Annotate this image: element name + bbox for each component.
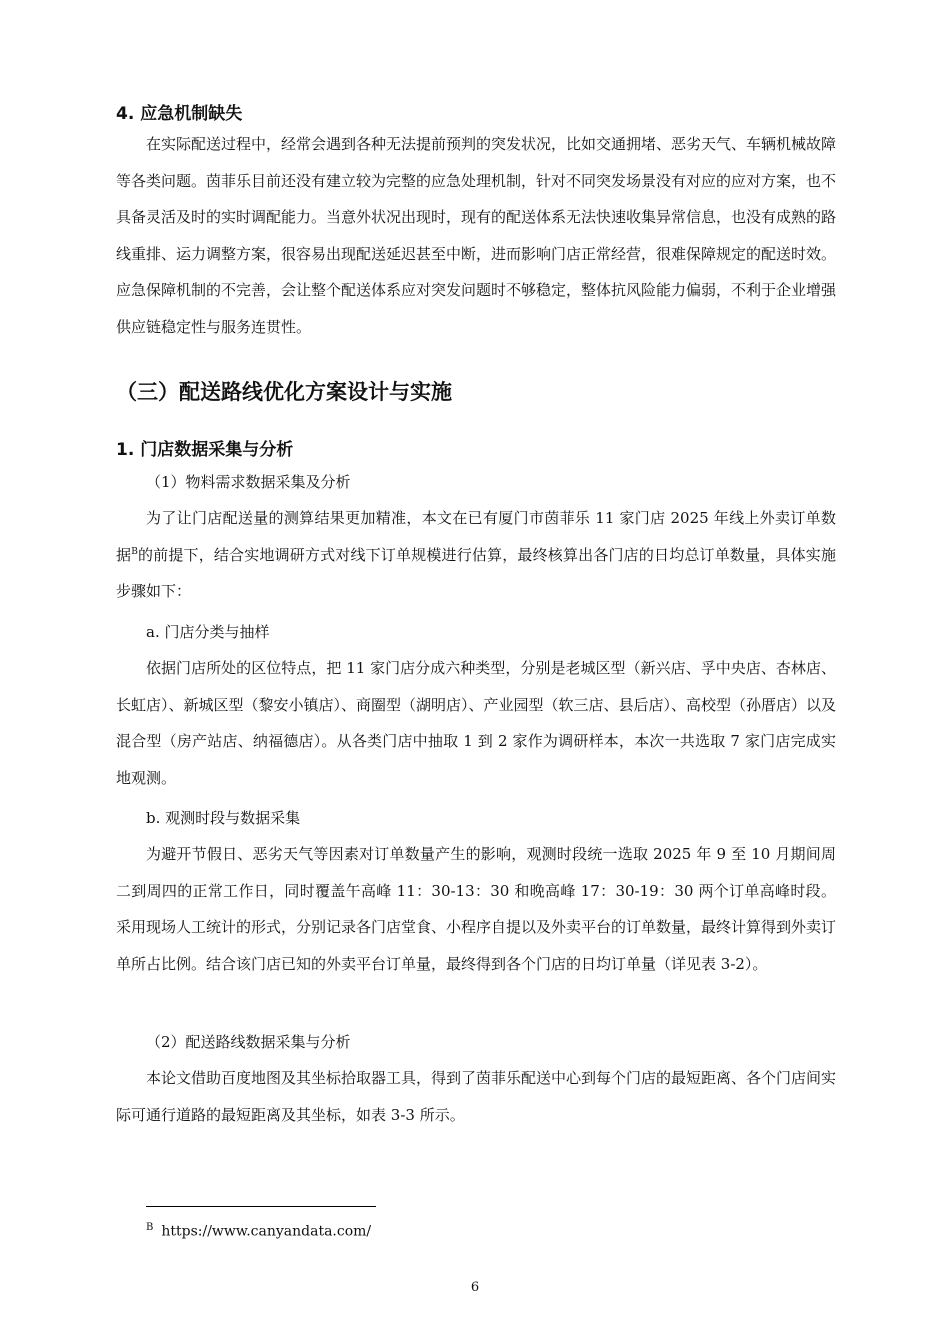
footnote-link[interactable]: https://www.canyandata.com/ xyxy=(161,1223,372,1240)
paragraph-store-classification: 依据门店所处的区位特点，把 11 家门店分成六种类型，分别是老城区型（新兴店、孚中央店、杏林店、长虹店）、新城区型（黎安小镇店）、商圈型（湖明店）、产业园型（软三店、县后店）、高校型（孙厝店）以及混合型（房产站店、纳福德店）。从各类门店中抽取 1 到 2 家作为调研样本，本次一共选取 7 家门店完成实地观测。 xyxy=(116,659,837,787)
footnote xyxy=(146,1222,371,1240)
subheading-material-demand: （1）物料需求数据采集及分析 xyxy=(146,473,351,491)
paragraph-observation-period: 为避开节假日、恶劣天气等因素对订单数量产生的影响，观测时段统一选取 2025 年 9 至 10 月期间周二到周四的正常工作日，同时覆盖午高峰 11：30-13：30 和晚高峰 17：30-19：30 两个订单高峰时段。采用现场人工统计的形式，分别记录各门店堂食、小程序自提以及外卖平台的订单数量，最终计算得到外卖订单所占比例。结合该门店已知的外卖平台订单量，最终得到各个门店的日均订单量（详见表 3-2）。 xyxy=(116,845,837,973)
chapter-heading-route-optimization: （三）配送路线优化方案设计与实施 xyxy=(116,380,452,404)
section-heading-emergency: 4. 应急机制缺失 xyxy=(116,104,243,124)
footnote-ref[interactable]: B xyxy=(131,546,138,557)
paragraph-emergency: 在实际配送过程中，经常会遇到各种无法提前预判的突发状况，比如交通拥堵、恶劣天气、车辆机械故障等各类问题。茵菲乐目前还没有建立较为完整的应急处理机制，针对不同突发场景没有对应的应对方案，也不具备灵活及时的实时调配能力。当意外状况出现时，现有的配送体系无法快速收集异常信息，也没有成熟的路线重排、运力调整方案，很容易出现配送延迟甚至中断，进而影响门店正常经营，很难保障规定的配送时效。应急保障机制的不完善，会让整个配送体系应对突发问题时不够稳定，整体抗风险能力偏弱，不利于企业增强供应链稳定性与服务连贯性。 xyxy=(116,135,837,336)
paragraph-demand-text-a: 为了让门店配送量的测算结果更加精准，本文在已有厦门市茵菲乐 11 家门店 2025 年线上外卖订单数据 xyxy=(116,509,836,564)
footnote-divider xyxy=(146,1206,376,1207)
paragraph-route-data: 本论文借助百度地图及其坐标拾取器工具，得到了茵菲乐配送中心到每个门店的最短距离、各个门店间实际可通行道路的最短距离及其坐标，如表 3-3 所示。 xyxy=(116,1069,837,1124)
step-a-title: a. 门店分类与抽样 xyxy=(146,623,270,641)
step-b-title: b. 观测时段与数据采集 xyxy=(146,809,301,827)
footnote-mark: B xyxy=(146,1222,154,1233)
section-heading-data-collection: 1. 门店数据采集与分析 xyxy=(116,440,294,460)
paragraph-demand-intro xyxy=(116,500,836,610)
paragraph-demand-text-b: 的前提下，结合实地调研方式对线下订单规模进行估算，最终核算出各门店的日均总订单数量，具体实施步骤如下： xyxy=(116,545,836,600)
subheading-route-data: （2）配送路线数据采集与分析 xyxy=(146,1033,351,1051)
page-number: 6 xyxy=(470,1280,480,1295)
